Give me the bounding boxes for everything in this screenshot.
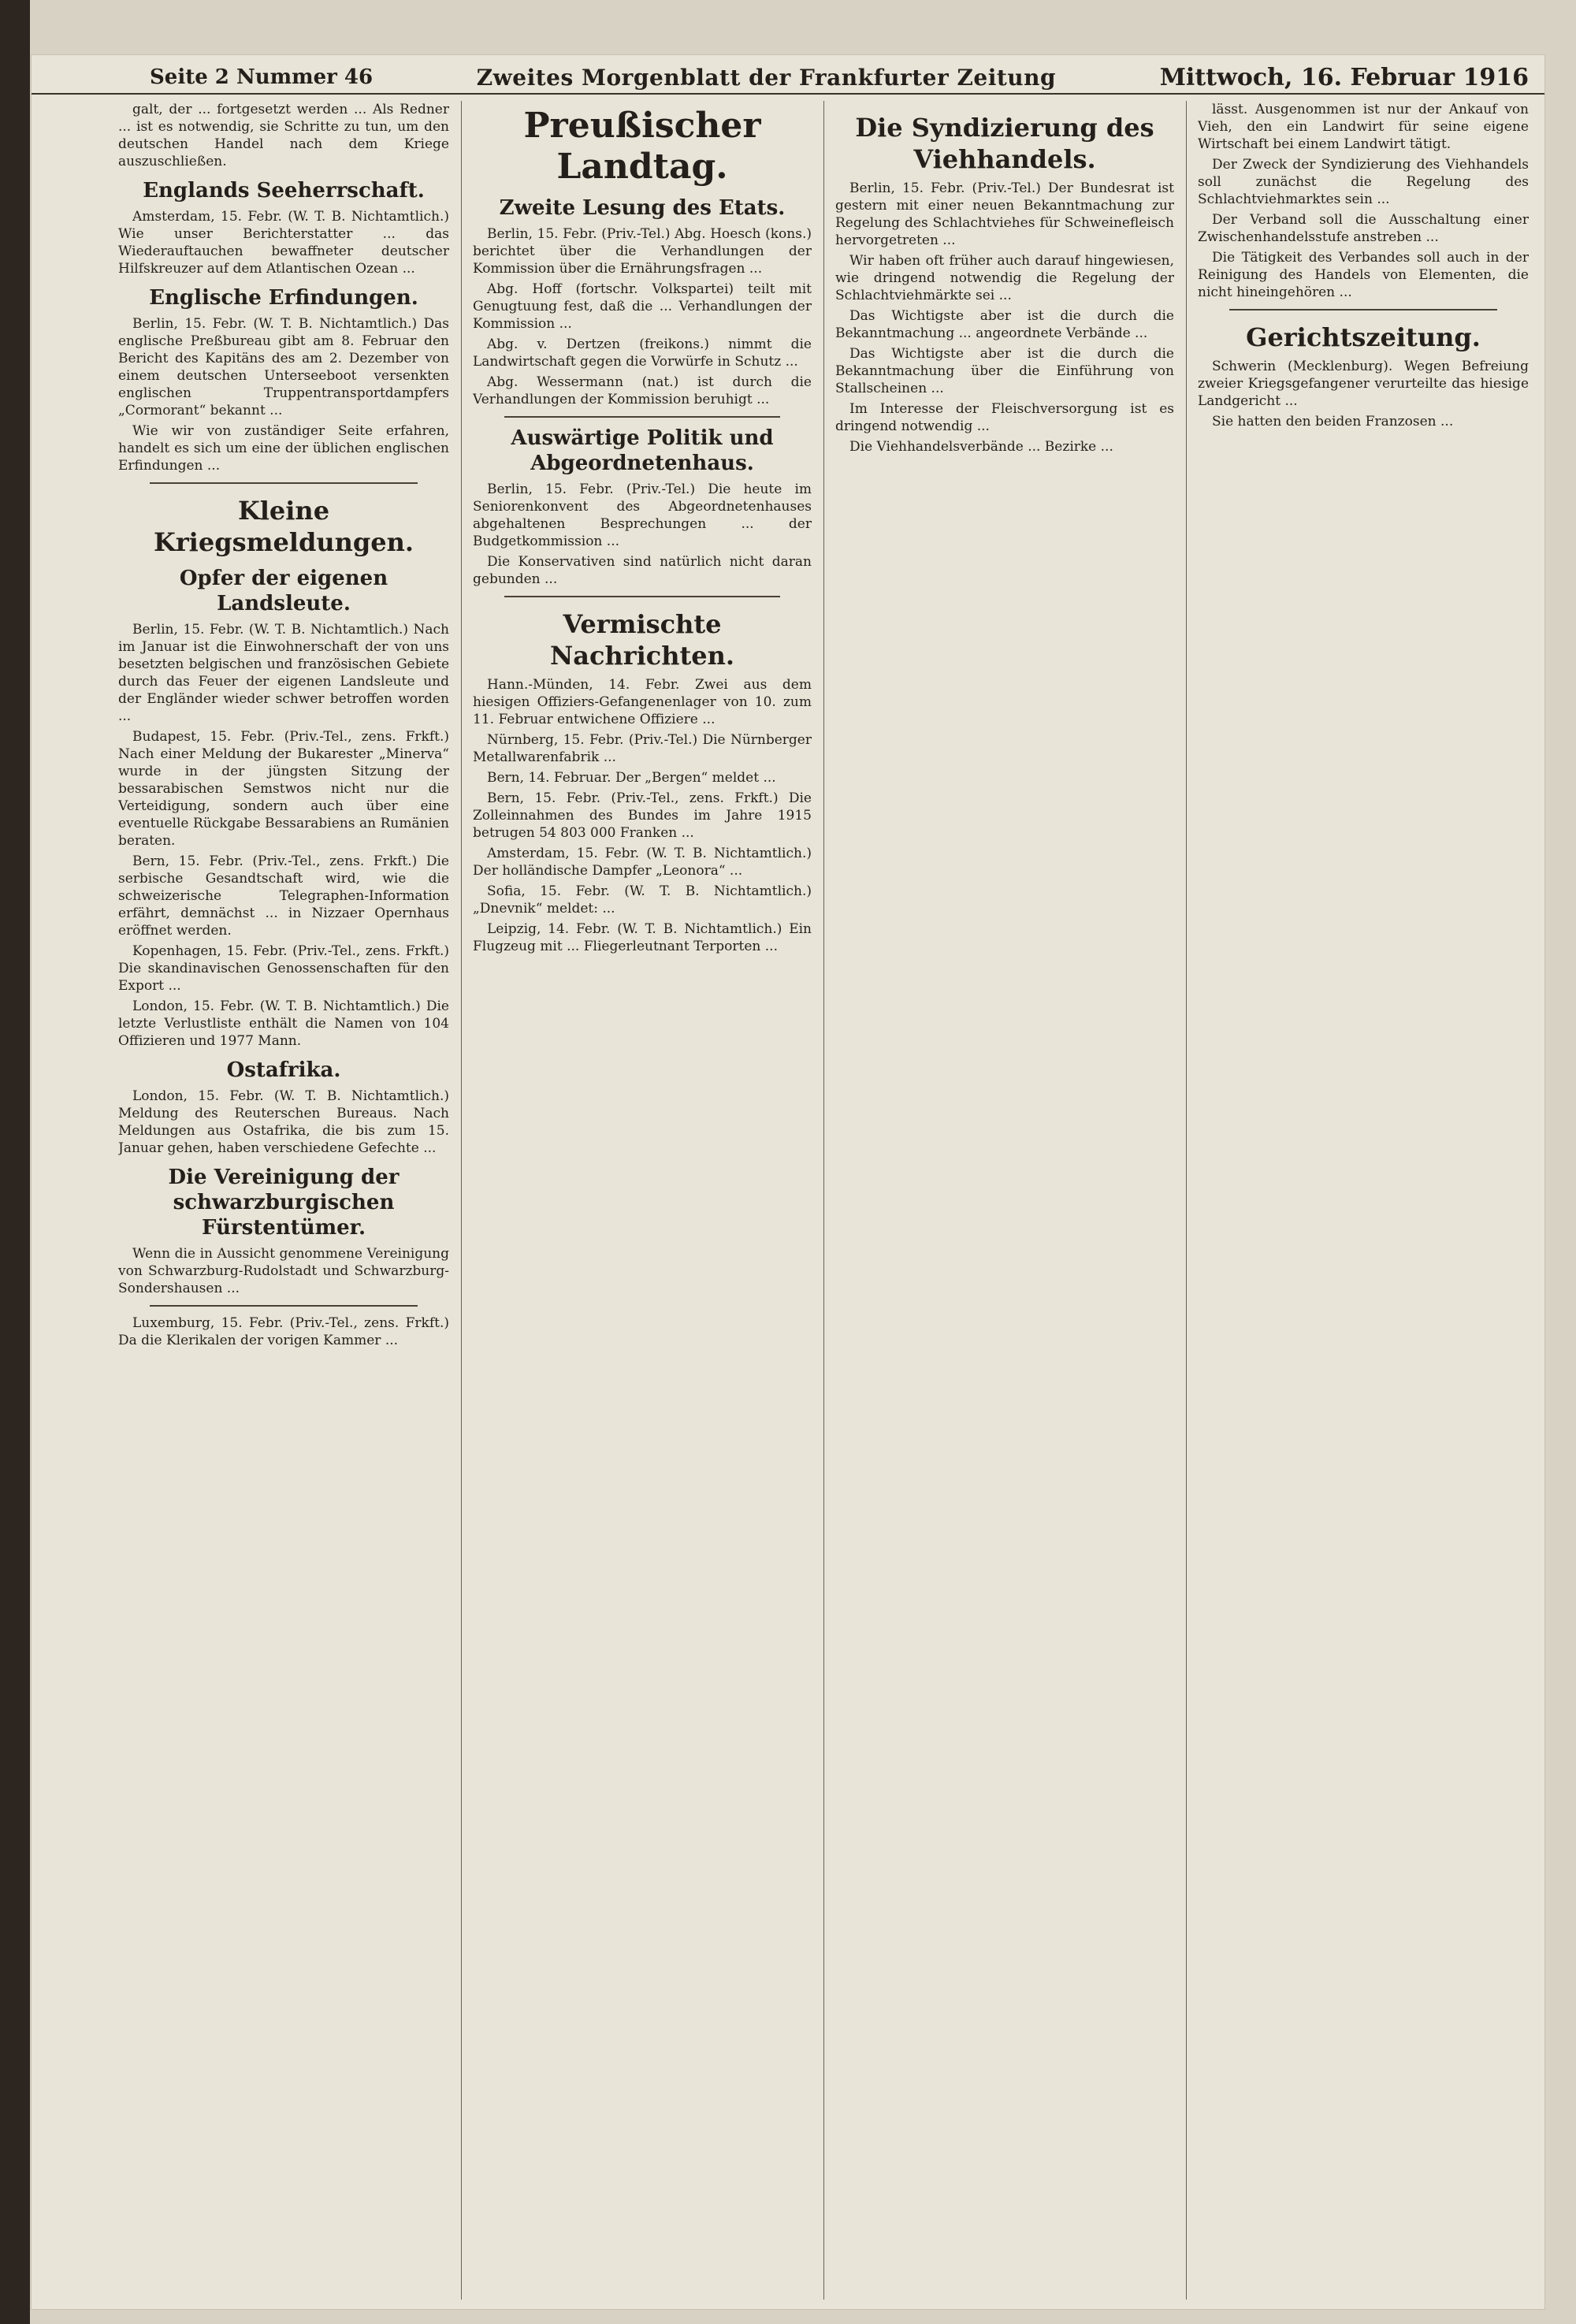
subheadline: Opfer der eigenen Landsleute. xyxy=(179,567,388,615)
headline: Gerichtszeitung. xyxy=(1246,322,1481,352)
column-4 xyxy=(1198,101,1529,2300)
article-text: Das Wichtigste aber ist die durch die Bekanntmachung ... angeordnete Verbände ... xyxy=(835,308,1174,341)
column-rule xyxy=(461,101,462,2300)
divider xyxy=(150,1305,418,1307)
divider xyxy=(504,416,780,418)
page-edge xyxy=(0,0,30,2324)
article-text: Berlin, 15. Febr. (W. T. B. Nichtamtlich.) Das englische Preßbureau gibt am 8. Februar den Bericht des Kapitäns des am 2. Dezember von einem deutschen Unterseeboot versenkten englischen Truppentransportdampfers „Cormorant“ bekannt ... xyxy=(118,316,449,418)
article-text: Bern, 14. Februar. Der „Bergen“ meldet ... xyxy=(487,770,776,786)
article-text: Berlin, 15. Febr. (Priv.-Tel.) Der Bundesrat ist gestern mit einer neuen Bekanntmachung zur Regelung des Schlachtviehes für Schweinefleisch hervorgetreten ... xyxy=(835,180,1174,248)
article-text: Kopenhagen, 15. Febr. (Priv.-Tel., zens. Frkft.) Die skandinavischen Genossenschaften für den Export ... xyxy=(118,943,449,994)
headline: Ostafrika. xyxy=(226,1058,341,1082)
article-text: Berlin, 15. Febr. (Priv.-Tel.) Die heute im Seniorenkonvent des Abgeordnetenhauses abgehaltenen Besprechungen ... der Budgetkommission ... xyxy=(473,482,812,549)
article-text: Nürnberg, 15. Febr. (Priv.-Tel.) Die Nürnberger Metallwarenfabrik ... xyxy=(473,732,812,765)
article-text: Schwerin (Mecklenburg). Wegen Befreiung zweier Kriegsgefangener verurteilte das hiesige Landgericht ... xyxy=(1198,359,1529,409)
article-text: Luxemburg, 15. Febr. (Priv.-Tel., zens. Frkft.) Da die Klerikalen der vorigen Kammer ... xyxy=(118,1315,449,1348)
article-text: Bern, 15. Febr. (Priv.-Tel., zens. Frkft.) Die Zolleinnahmen des Bundes im Jahre 1915 betrugen 54 803 000 Franken ... xyxy=(473,790,812,841)
article-text: galt, der ... fortgesetzt werden ... Als Redner ... ist es notwendig, sie Schritte zu tun, um den deutschen Handel nach dem Kriege auszuschließen. xyxy=(118,102,449,169)
subheadline: Zweite Lesung des Etats. xyxy=(499,196,786,220)
article-text: Budapest, 15. Febr. (Priv.-Tel., zens. Frkft.) Nach einer Meldung der Bukarester „Minerva“ wurde in der jüngsten Sitzung der bessarabischen Semstwos nicht nur die Verteidigung, sondern auch über eine eventuelle Rückgabe Bessarabiens an Rumänien beraten. xyxy=(118,729,449,849)
headline: Die Vereinigung der schwarzburgischen Fürstentümer. xyxy=(168,1166,400,1240)
article-text: Der Verband soll die Ausschaltung einer Zwischenhandelsstufe anstreben ... xyxy=(1198,212,1529,245)
article-text: Bern, 15. Febr. (Priv.-Tel., zens. Frkft.) Die serbische Gesandtschaft wird, wie die schweizerische Telegraphen-Information erfährt, demnächst ... in Nizzaer Opernhaus eröffnet werden. xyxy=(118,853,449,939)
article-text: Die Tätigkeit des Verbandes soll auch in der Reinigung des Handels von Elementen, die nicht hineingehören ... xyxy=(1198,250,1529,300)
article-text: Sie hatten den beiden Franzosen ... xyxy=(1212,414,1454,429)
article-text: Wenn die in Aussicht genommene Vereinigung von Schwarzburg-Rudolstadt und Schwarzburg-Sondershausen ... xyxy=(118,1246,449,1296)
column-rule xyxy=(1186,101,1187,2300)
headline: Vermischte Nachrichten. xyxy=(549,609,735,671)
article-text: Das Wichtigste aber ist die durch die Bekanntmachung über die Einführung von Stallscheinen ... xyxy=(835,346,1174,396)
page-number: Seite 2 Nummer 46 xyxy=(150,65,374,89)
article-text: Abg. Hoff (fortschr. Volkspartei) teilt mit Genugtuung fest, daß die ... Verhandlungen der Kommission ... xyxy=(473,281,812,332)
masthead xyxy=(32,61,1544,95)
article-text: Wie wir von zuständiger Seite erfahren, handelt es sich um eine der üblichen englischen Erfindungen ... xyxy=(118,423,449,474)
article-text: Abg. Wessermann (nat.) ist durch die Verhandlungen der Kommission beruhigt ... xyxy=(473,374,812,407)
article-text: Berlin, 15. Febr. (W. T. B. Nichtamtlich.) Nach im Januar ist die Einwohnerschaft der von uns besetzten belgischen und französischen Gebiete durch das Feuer der eigenen Landsleute und der Engländer wieder schwer betroffen worden ... xyxy=(118,622,449,724)
article-text: Die Viehhandelsverbände ... Bezirke ... xyxy=(849,439,1113,455)
column-1 xyxy=(118,101,449,2300)
article-text: Der Zweck der Syndizierung des Viehhandels soll zunächst die Regelung des Schlachtviehmarktes sein ... xyxy=(1198,157,1529,207)
article-text: Wir haben oft früher auch darauf hingewiesen, wie dringend notwendig die Regelung der Schlachtviehmärkte sei ... xyxy=(835,253,1174,303)
headline: Preußischer Landtag. xyxy=(523,106,761,187)
article-text: Abg. v. Dertzen (freikons.) nimmt die Landwirtschaft gegen die Vorwürfe in Schutz ... xyxy=(473,337,812,370)
headline: Auswärtige Politik und Abgeordnetenhaus. xyxy=(511,426,774,475)
article-text: Im Interesse der Fleischversorgung ist es dringend notwendig ... xyxy=(835,401,1174,434)
headline: Kleine Kriegsmeldungen. xyxy=(154,496,414,557)
issue-date: Mittwoch, 16. Februar 1916 xyxy=(1159,63,1529,91)
article-text: Amsterdam, 15. Febr. (W. T. B. Nichtamtlich.) Der holländische Dampfer „Leonora“ ... xyxy=(473,846,812,879)
article-text: Sofia, 15. Febr. (W. T. B. Nichtamtlich.) „Dnevnik“ meldet: ... xyxy=(473,883,812,917)
headline: Englands Seeherrschaft. xyxy=(143,179,425,203)
article-text: Die Konservativen sind natürlich nicht daran gebunden ... xyxy=(473,554,812,587)
article-text: Leipzig, 14. Febr. (W. T. B. Nichtamtlich.) Ein Flugzeug mit ... Fliegerleutnant Terporten ... xyxy=(473,921,812,954)
column-3 xyxy=(835,101,1174,2300)
article-text: London, 15. Febr. (W. T. B. Nichtamtlich.) Die letzte Verlustliste enthält die Namen von 104 Offizieren und 1977 Mann. xyxy=(118,998,449,1049)
headline: Englische Erfindungen. xyxy=(149,286,418,310)
article-text: Amsterdam, 15. Febr. (W. T. B. Nichtamtlich.) Wie unser Berichterstatter ... das Wiederauftauchen bewaffneter deutscher Hilfskreuzer auf dem Atlantischen Ozean ... xyxy=(118,209,449,277)
article-text: Hann.-Münden, 14. Febr. Zwei aus dem hiesigen Offiziers-Gefangenenlager von 10. zum 11. Februar entwichene Offiziere ... xyxy=(473,677,812,727)
divider xyxy=(1229,309,1497,310)
article-text: lässt. Ausgenommen ist nur der Ankauf von Vieh, den ein Landwirt für seine eigene Wirtschaft bei einem Landwirt tätigt. xyxy=(1198,102,1529,152)
headline: Die Syndizierung des Viehhandels. xyxy=(855,113,1154,174)
divider xyxy=(504,596,780,597)
column-2 xyxy=(473,101,812,2300)
column-rule xyxy=(823,101,824,2300)
article-text: London, 15. Febr. (W. T. B. Nichtamtlich.) Meldung des Reuterschen Bureaus. Nach Meldungen aus Ostafrika, die bis zum 15. Januar gehen, haben verschiedene Gefechte ... xyxy=(118,1088,449,1156)
newspaper-title: Zweites Morgenblatt der Frankfurter Zeitung xyxy=(476,64,1057,91)
article-text: Berlin, 15. Febr. (Priv.-Tel.) Abg. Hoesch (kons.) berichtet über die Verhandlungen der Kommission über die Ernährungsfragen ... xyxy=(473,226,812,277)
divider xyxy=(150,482,418,484)
